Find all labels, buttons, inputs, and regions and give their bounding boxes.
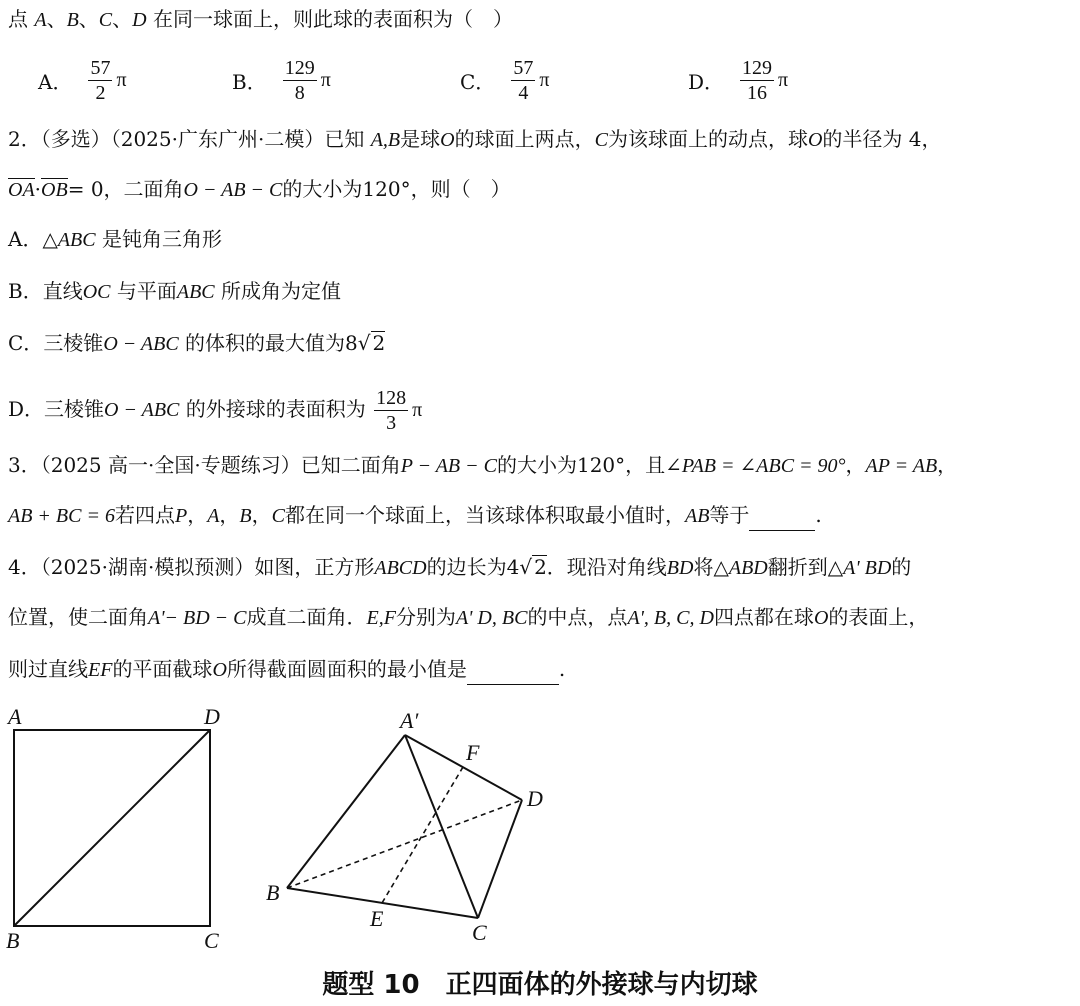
- q2-stem-line2: OA·OB= 0，二面角O − AB − C的大小为120°，则（ ）: [8, 177, 511, 201]
- q4-figures: [0, 700, 1080, 970]
- q1-option-a[interactable]: A． $\frac{57}{2}$ π: [38, 56, 127, 104]
- q3-stem-line2: AB + BC = 6若四点P，A，B，C都在同一个球面上，当该球体积取最小值时，AB等于 .: [8, 500, 822, 531]
- label-square-a: A: [8, 704, 22, 729]
- q1-options: [0, 50, 1080, 110]
- label-tetra-c: C: [472, 920, 487, 945]
- q1-option-b[interactable]: B． $\frac{129}{8}$ π: [232, 56, 331, 104]
- q2-option-a[interactable]: A．△ABC 是钝角三角形: [8, 227, 222, 251]
- q1-option-c[interactable]: C． $\frac{57}{4}$ π: [460, 56, 550, 104]
- q2-stem-line1: 2．（多选）（2025·广东广州·二模）已知 A,B是球O的球面上两点，C为该球面上的动点，球O的半径为 4，: [8, 127, 942, 151]
- square-figure: [6, 704, 220, 953]
- q2-option-c[interactable]: C．三棱锥O − ABC 的体积的最大值为8√ 2: [8, 331, 386, 355]
- q3-answer-blank[interactable]: [749, 510, 815, 531]
- q2-option-b[interactable]: B．直线OC 与平面ABC 所成角为定值: [8, 279, 341, 303]
- q2-option-d[interactable]: D．三棱锥O − ABC 的外接球的表面积为 $\frac{128}{3}$ π: [8, 387, 423, 434]
- label-tetra-b: B: [266, 880, 280, 905]
- q3-stem-line1: 3．（2025 高一·全国·专题练习）已知二面角P − AB − C的大小为120°，且∠PAB = ∠ABC = 90°，AP = AB，: [8, 453, 958, 477]
- q4-stem-line1: 4．（2025·湖南·模拟预测）如图，正方形ABCD的边长为4√ 2．现沿对角线BD将△ABD翻折到△A' BD的: [8, 555, 912, 579]
- label-tetra-e: E: [370, 906, 384, 931]
- q1-stem: 点 A、B、C、D 在同一球面上，则此球的表面积为（ ）: [8, 7, 513, 31]
- q4-stem-line3: 则过直线EF的平面截球O所得截面圆面积的最小值是 .: [8, 654, 565, 685]
- q4-answer-blank[interactable]: [467, 664, 559, 685]
- q1-option-d[interactable]: D． $\frac{129}{16}$ π: [688, 56, 789, 104]
- label-tetra-d: D: [527, 786, 543, 811]
- label-square-b: B: [6, 928, 20, 953]
- section-title: 题型 10 正四面体的外接球与内切球: [322, 970, 758, 1000]
- label-square-d: D: [204, 704, 220, 729]
- label-tetra-a-prime: A′: [400, 708, 419, 733]
- diagonal-bd: [14, 730, 210, 926]
- tetrahedron-figure: [266, 708, 543, 945]
- label-tetra-f: F: [466, 740, 480, 765]
- label-square-c: C: [204, 928, 219, 953]
- q4-stem-line2: 位置，使二面角A'− BD − C成直二面角．E,F分别为A' D, BC的中点，点A', B, C, D四点都在球O的表面上，: [8, 605, 929, 629]
